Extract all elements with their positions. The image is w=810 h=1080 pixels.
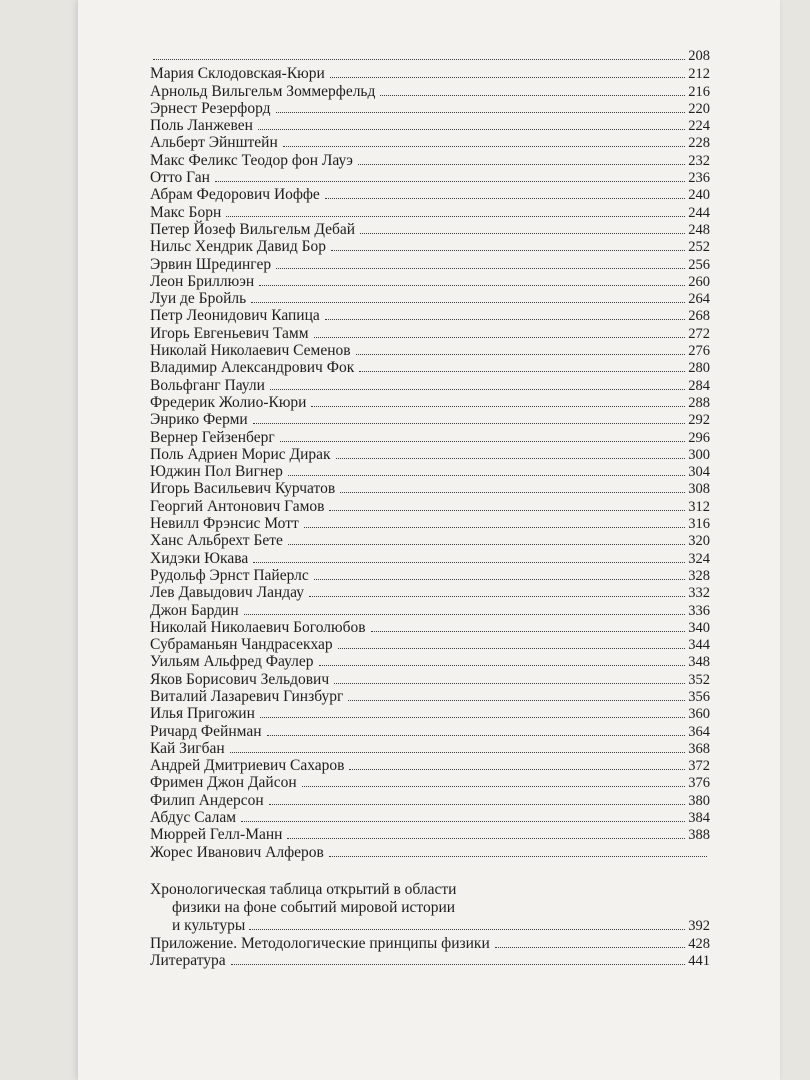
leader-dots xyxy=(230,751,686,753)
entry-title: Леон Бриллюэн xyxy=(150,272,255,290)
entry-title: Эрнест Резерфорд xyxy=(150,99,271,117)
toc-entry xyxy=(150,723,710,740)
entry-title: Игорь Васильевич Курчатов xyxy=(150,480,336,498)
entry-title: Невилл Фрэнсис Мотт xyxy=(150,515,299,533)
page-number: 236 xyxy=(688,170,710,187)
toc-entry xyxy=(150,411,710,428)
toc-entry xyxy=(150,377,710,394)
leader-dots xyxy=(311,405,685,407)
entry-title: Ханс Альбрехт Бете xyxy=(150,532,283,550)
page-number: 220 xyxy=(688,100,710,117)
page-number: 260 xyxy=(688,273,710,290)
leader-dots xyxy=(241,820,685,822)
entry-title: Фредерик Жолио-Кюри xyxy=(150,393,307,411)
toc-entry xyxy=(150,740,710,757)
leader-dots xyxy=(329,509,685,511)
leader-dots xyxy=(153,58,685,60)
toc-entry xyxy=(150,532,710,549)
entry-title: Кай Зигбан xyxy=(150,739,225,757)
leader-dots xyxy=(288,543,685,545)
page-number: 224 xyxy=(688,118,710,135)
leader-dots xyxy=(314,578,685,580)
entry-title: Джон Бардин xyxy=(150,601,239,619)
entry-title: Луи де Бройль xyxy=(150,290,247,308)
page-number: 344 xyxy=(688,637,710,654)
toc-entry xyxy=(150,446,710,463)
leader-dots xyxy=(329,855,707,857)
toc-entry xyxy=(150,169,710,186)
page-number: 356 xyxy=(688,688,710,705)
entry-title: Отто Ган xyxy=(150,169,210,187)
entry-title: Литература xyxy=(150,952,226,970)
toc-entry xyxy=(150,307,710,324)
toc-entry xyxy=(150,117,710,134)
page-number: 252 xyxy=(688,239,710,256)
page-number: 348 xyxy=(688,654,710,671)
toc-entry-literature xyxy=(150,952,710,969)
chronology-title-line-3: и культуры xyxy=(172,916,246,934)
toc-entry xyxy=(150,325,710,342)
entry-title: Фримен Джон Дайсон xyxy=(150,774,297,792)
entry-title: Георгий Антонович Гамов xyxy=(150,497,325,515)
entry-title: Поль Адриен Морис Дирак xyxy=(150,445,331,463)
page-number: 296 xyxy=(688,429,710,446)
leader-dots xyxy=(304,526,685,528)
leader-dots xyxy=(309,595,685,597)
page-number: 324 xyxy=(688,550,710,567)
toc-entry xyxy=(150,498,710,515)
page-number: 276 xyxy=(688,343,710,360)
page-number: 332 xyxy=(688,585,710,602)
chronology-title-line-1: Хронологическая таблица открытий в области xyxy=(150,880,457,898)
toc-entry xyxy=(150,273,710,290)
entry-title: Николай Николаевич Боголюбов xyxy=(150,618,366,636)
leader-dots xyxy=(251,301,685,303)
entry-title: Петр Леонидович Капица xyxy=(150,307,320,325)
entry-title: Илья Пригожин xyxy=(150,705,255,723)
page-number: 208 xyxy=(688,48,710,64)
entry-title: Эрвин Шредингер xyxy=(150,255,272,273)
toc-entry xyxy=(150,809,710,826)
table-of-contents xyxy=(150,48,710,970)
leader-dots xyxy=(259,284,685,286)
entry-title: Абрам Федорович Иоффе xyxy=(150,186,320,204)
entry-title: Поль Ланжевен xyxy=(150,117,253,135)
leader-dots xyxy=(276,111,686,113)
leader-dots xyxy=(330,76,685,78)
entry-title: Уильям Альфред Фаулер xyxy=(150,653,314,671)
leader-dots xyxy=(495,946,685,948)
chronology-title-line-2: физики на фоне событий мировой истории xyxy=(172,898,456,916)
entry-title: Макс Феликс Теодор фон Лауэ xyxy=(150,151,353,169)
toc-entry xyxy=(150,48,710,65)
entry-title: Вольфганг Паули xyxy=(150,376,265,394)
entry-title: Хидэки Юкава xyxy=(150,549,249,567)
leader-dots xyxy=(360,232,685,234)
page-number: 304 xyxy=(688,464,710,481)
page-number: 364 xyxy=(688,723,710,740)
page-number: 232 xyxy=(688,152,710,169)
toc-entry xyxy=(150,671,710,688)
toc-entry xyxy=(150,429,710,446)
page-number: 384 xyxy=(688,810,710,827)
page-number: 392 xyxy=(688,917,710,934)
toc-entry xyxy=(150,204,710,221)
leader-dots xyxy=(356,353,686,355)
toc-entry xyxy=(150,619,710,636)
leader-dots xyxy=(334,682,685,684)
page-number: 268 xyxy=(688,308,710,325)
toc-entry xyxy=(150,186,710,203)
leader-dots xyxy=(276,267,685,269)
page-number: 441 xyxy=(688,953,710,970)
toc-entry xyxy=(150,83,710,100)
entry-title: Петер Йозеф Вильгельм Дебай xyxy=(150,220,356,238)
entry-title: Макс Борн xyxy=(150,203,222,221)
page-number: 336 xyxy=(688,602,710,619)
leader-dots xyxy=(325,197,685,199)
leader-dots xyxy=(269,803,686,805)
entry-title: Лев Давыдович Ландау xyxy=(150,584,305,602)
entry-title: Николай Николаевич Семенов xyxy=(150,342,351,360)
leader-dots xyxy=(340,491,685,493)
leader-dots xyxy=(260,716,685,718)
page-number: 228 xyxy=(688,135,710,152)
toc-entry xyxy=(150,602,710,619)
leader-dots xyxy=(280,440,686,442)
leader-dots xyxy=(359,370,685,372)
toc-entry xyxy=(150,463,710,480)
page-number: 212 xyxy=(688,66,710,83)
page-number: 216 xyxy=(688,83,710,100)
toc-entry xyxy=(150,221,710,238)
page-number: 428 xyxy=(688,935,710,952)
toc-entry-appendix xyxy=(150,935,710,952)
entry-title: Мюррей Гелл-Манн xyxy=(150,826,283,844)
page-number: 264 xyxy=(688,291,710,308)
toc-entry xyxy=(150,100,710,117)
toc-entry xyxy=(150,550,710,567)
entry-title: Энрико Ферми xyxy=(150,411,248,429)
page-number: 376 xyxy=(688,775,710,792)
toc-entry xyxy=(150,515,710,532)
page-number: 340 xyxy=(688,619,710,636)
leader-dots xyxy=(287,837,685,839)
entry-title: Субраманьян Чандрасекхар xyxy=(150,636,333,654)
toc-entry xyxy=(150,359,710,376)
toc-entry xyxy=(150,65,710,82)
page-number: 360 xyxy=(688,706,710,723)
toc-entry xyxy=(150,844,710,861)
page-number: 256 xyxy=(688,256,710,273)
leader-dots xyxy=(231,963,686,965)
entry-title: Арнольд Вильгельм Зоммерфельд xyxy=(150,82,376,100)
toc-entry xyxy=(150,792,710,809)
leader-dots xyxy=(302,785,686,787)
leader-dots xyxy=(267,734,686,736)
page-number: 284 xyxy=(688,377,710,394)
page-number: 380 xyxy=(688,792,710,809)
page-number: 244 xyxy=(688,204,710,221)
leader-dots xyxy=(258,128,685,130)
leader-dots xyxy=(283,145,685,147)
leader-dots xyxy=(349,768,685,770)
page-number: 388 xyxy=(688,827,710,844)
leader-dots xyxy=(325,318,685,320)
page-number: 300 xyxy=(688,446,710,463)
entry-title: Виталий Лазаревич Гинзбург xyxy=(150,687,344,705)
entry-title: Владимир Александрович Фок xyxy=(150,359,355,377)
entry-title: Игорь Евгеньевич Тамм xyxy=(150,324,309,342)
page-number: 240 xyxy=(688,187,710,204)
leader-dots xyxy=(338,647,686,649)
toc-entry xyxy=(150,134,710,151)
toc-entry xyxy=(150,290,710,307)
entry-title: Абдус Салам xyxy=(150,809,237,827)
toc-entry xyxy=(150,688,710,705)
page-number: 352 xyxy=(688,671,710,688)
toc-entry xyxy=(150,342,710,359)
leader-dots xyxy=(253,422,686,424)
toc-entry xyxy=(150,238,710,255)
leader-dots xyxy=(319,664,686,666)
toc-entry xyxy=(150,653,710,670)
entry-title: Яков Борисович Зельдович xyxy=(150,670,330,688)
toc-entry xyxy=(150,256,710,273)
entry-title: Филип Андерсон xyxy=(150,791,264,809)
toc-entries xyxy=(150,48,710,861)
leader-dots xyxy=(314,336,686,338)
leader-dots xyxy=(226,215,685,217)
leader-dots xyxy=(331,249,685,251)
leader-dots xyxy=(249,928,685,930)
page-number: 320 xyxy=(688,533,710,550)
page-number: 280 xyxy=(688,360,710,377)
toc-entry xyxy=(150,480,710,497)
toc-entry xyxy=(150,584,710,601)
page-number: 308 xyxy=(688,481,710,498)
toc-entry xyxy=(150,636,710,653)
entry-title: Андрей Дмитриевич Сахаров xyxy=(150,757,345,775)
page-number: 272 xyxy=(688,325,710,342)
entry-title: Мария Склодовская-Кюри xyxy=(150,65,325,83)
toc-entry xyxy=(150,394,710,411)
page-number: 292 xyxy=(688,412,710,429)
leader-dots xyxy=(348,699,685,701)
toc-entry xyxy=(150,567,710,584)
entry-title: Нильс Хендрик Давид Бор xyxy=(150,238,326,256)
toc-entry xyxy=(150,826,710,843)
entry-title: Юджин Пол Вигнер xyxy=(150,463,283,481)
leader-dots xyxy=(358,163,685,165)
entry-title: Приложение. Методологические принципы физики xyxy=(150,934,490,952)
page-number: 288 xyxy=(688,394,710,411)
page-number: 248 xyxy=(688,221,710,238)
page-number: 316 xyxy=(688,516,710,533)
toc-entry xyxy=(150,757,710,774)
leader-dots xyxy=(380,94,685,96)
leader-dots xyxy=(336,457,686,459)
entry-title: Ричард Фейнман xyxy=(150,722,262,740)
entry-title: Жорес Иванович Алферов xyxy=(150,843,324,861)
leader-dots xyxy=(371,630,686,632)
leader-dots xyxy=(253,561,685,563)
toc-entry-chronology xyxy=(150,881,710,935)
leader-dots xyxy=(288,474,685,476)
page-number: 312 xyxy=(688,498,710,515)
page-number: 372 xyxy=(688,758,710,775)
entry-title: Вернер Гейзенберг xyxy=(150,428,275,446)
leader-dots xyxy=(270,388,685,390)
toc-entry xyxy=(150,774,710,791)
page-number: 368 xyxy=(688,740,710,757)
page-number: 328 xyxy=(688,567,710,584)
leader-dots xyxy=(244,613,686,615)
entry-title: Альберт Эйнштейн xyxy=(150,134,278,152)
leader-dots xyxy=(215,180,685,182)
toc-entry xyxy=(150,705,710,722)
toc-entry xyxy=(150,152,710,169)
entry-title: Рудольф Эрнст Пайерлс xyxy=(150,566,309,584)
